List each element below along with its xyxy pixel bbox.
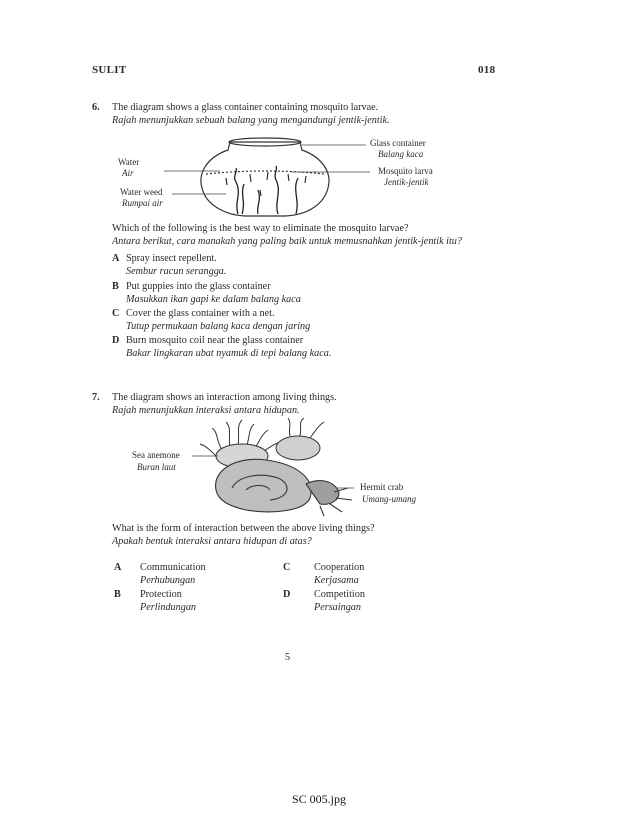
- label-weed-ms: Rumpai air: [122, 198, 163, 208]
- q6-stem-ms: Rajah menunjukkan sebuah balang yang mengandungi jentik-jentik.: [112, 115, 390, 126]
- q7-number: 7.: [92, 392, 100, 403]
- q6-question-ms: Antara berikut, cara manakah yang paling baik untuk memusnahkan jentik-jentik itu?: [112, 236, 462, 247]
- q7-option-c-en: Cooperation: [314, 562, 365, 573]
- label-crab-en: Hermit crab: [360, 482, 404, 492]
- q6-option-b-en: Put guppies into the glass container: [126, 281, 271, 292]
- footer-caption: SC 005.jpg: [292, 792, 347, 806]
- page-number: 5: [285, 652, 291, 663]
- q6-option-a-ms: Sembur racun serangga.: [126, 266, 227, 277]
- q7-question-ms: Apakah bentuk interaksi antara hidupan di atas?: [112, 536, 312, 547]
- q6-option-d-letter: D: [112, 335, 120, 346]
- label-glass-ms: Balang kaca: [378, 149, 424, 159]
- label-anemone-en: Sea anemone: [132, 450, 180, 460]
- q6-option-d-en: Burn mosquito coil near the glass container: [126, 335, 304, 346]
- label-water-ms: Air: [122, 168, 134, 178]
- q7-option-a-en: Communication: [140, 562, 206, 573]
- q7-option-c-ms: Kerjasama: [314, 575, 359, 586]
- q6-question-en: Which of the following is the best way to eliminate the mosquito larvae?: [112, 223, 409, 234]
- q6-option-a-en: Spray insect repellent.: [126, 253, 217, 264]
- label-larva-ms: Jentik-jentik: [384, 177, 429, 187]
- label-crab-ms: Umang-umang: [362, 494, 416, 504]
- q7-option-d-ms: Persaingan: [314, 602, 361, 613]
- q6-option-b-ms: Masukkan ikan gapi ke dalam balang kaca: [126, 294, 301, 305]
- q6-option-a-letter: A: [112, 253, 120, 264]
- hermit-crab-drawing: [306, 481, 352, 516]
- q6-option-b-letter: B: [112, 281, 119, 292]
- q7-option-d-en: Competition: [314, 589, 365, 600]
- header-sulit: SULIT: [92, 64, 127, 76]
- glass-jar-shape: [201, 138, 329, 216]
- q7-option-b-en: Protection: [140, 589, 182, 600]
- q6-option-c-ms: Tutup permukaan balang kaca dengan jaring: [126, 321, 311, 332]
- q6-option-c-en: Cover the glass container with a net.: [126, 308, 275, 319]
- q6-stem-en: The diagram shows a glass container containing mosquito larvae.: [112, 102, 379, 113]
- q7-stem-ms: Rajah menunjukkan interaksi antara hidupan.: [112, 405, 300, 416]
- label-anemone-ms: Buran laut: [137, 462, 176, 472]
- label-weed-en: Water weed: [120, 187, 163, 197]
- label-larva-en: Mosquito larva: [378, 166, 433, 176]
- shell-drawing: [216, 459, 312, 512]
- label-glass-en: Glass container: [370, 138, 426, 148]
- water-weed-drawing: [235, 166, 298, 214]
- q7-stem-en: The diagram shows an interaction among living things.: [112, 392, 337, 403]
- header-code: 018: [478, 64, 496, 76]
- q7-option-a-letter: A: [114, 562, 122, 573]
- q7-option-b-letter: B: [114, 589, 121, 600]
- q7-option-b-ms: Perlindungan: [140, 602, 197, 613]
- q7-question-en: What is the form of interaction between the above living things?: [112, 523, 375, 534]
- q6-leader-lines: [164, 145, 370, 194]
- q6-option-d-ms: Bakar lingkaran ubat nyamuk di tepi balang kaca.: [126, 348, 332, 359]
- q7-option-d-letter: D: [283, 589, 291, 600]
- q7-option-c-letter: C: [283, 562, 291, 573]
- q6-option-c-letter: C: [112, 308, 120, 319]
- label-water-en: Water: [118, 157, 140, 167]
- q6-number: 6.: [92, 102, 100, 113]
- q7-option-a-ms: Perhubungan: [140, 575, 196, 586]
